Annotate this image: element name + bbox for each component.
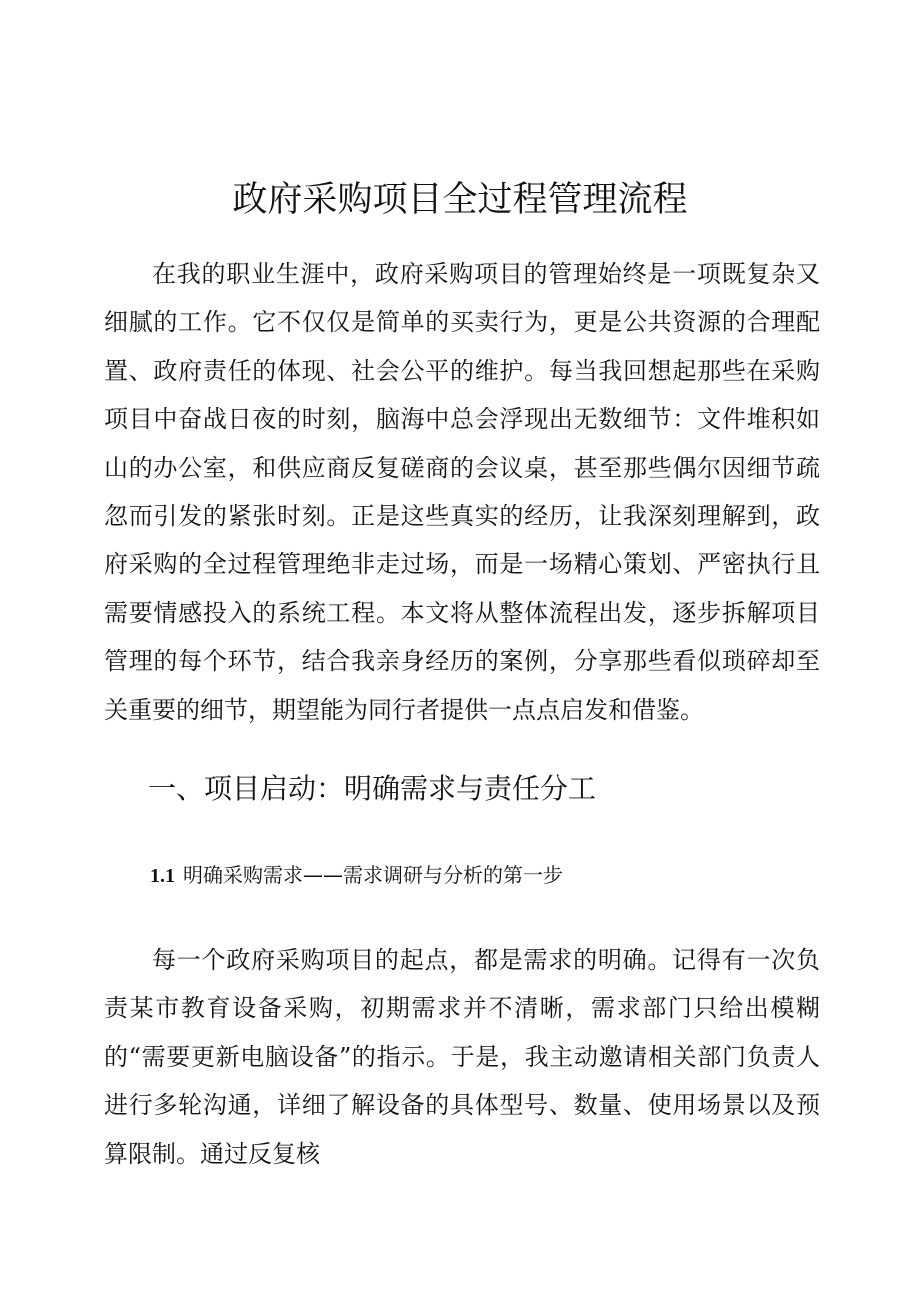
intro-paragraph: 在我的职业生涯中，政府采购项目的管理始终是一项既复杂又细腻的工作。它不仅仅是简单的买卖行为，更是公共资源的合理配置、政府责任的体现、社会公平的维护。每当我回想起那些在采购项目中奋战日夜的时刻，脑海中总会浮现出无数细节：文件堆积如山的办公室，和供应商反复磋商的会议桌，甚至那些偶尔因细节疏忽而引发的紧张时刻。正是这些真实的经历，让我深刻理解到，政府采购的全过程管理绝非走过场，而是一场精心策划、严密执行且需要情感投入的系统工程。本文将从整体流程出发，逐步拆解项目管理的每个环节，结合我亲身经历的案例，分享那些看似琐碎却至关重要的细节，期望能为同行者提供一点点启发和借鉴。: [104, 260, 820, 724]
subsection-heading-1-1: [150, 857, 563, 894]
subsection-number: 1.1: [150, 865, 175, 887]
subsection-paragraph: 每一个政府采购项目的起点，都是需求的明确。记得有一次负责某市教育设备采购，初期需求并不清晰，需求部门只给出模糊的“需要更新电脑设备”的指示。于是，我主动邀请相关部门负责人进行多轮沟通，详细了解设备的具体型号、数量、使用场景以及预算限制。通过反复核: [104, 946, 820, 1168]
document-title: 政府采购项目全过程管理流程: [232, 180, 688, 220]
subsection-title: 明确采购需求——需求调研与分析的第一步: [183, 863, 563, 887]
section-heading-1: 一、项目启动：明确需求与责任分工: [148, 772, 597, 805]
